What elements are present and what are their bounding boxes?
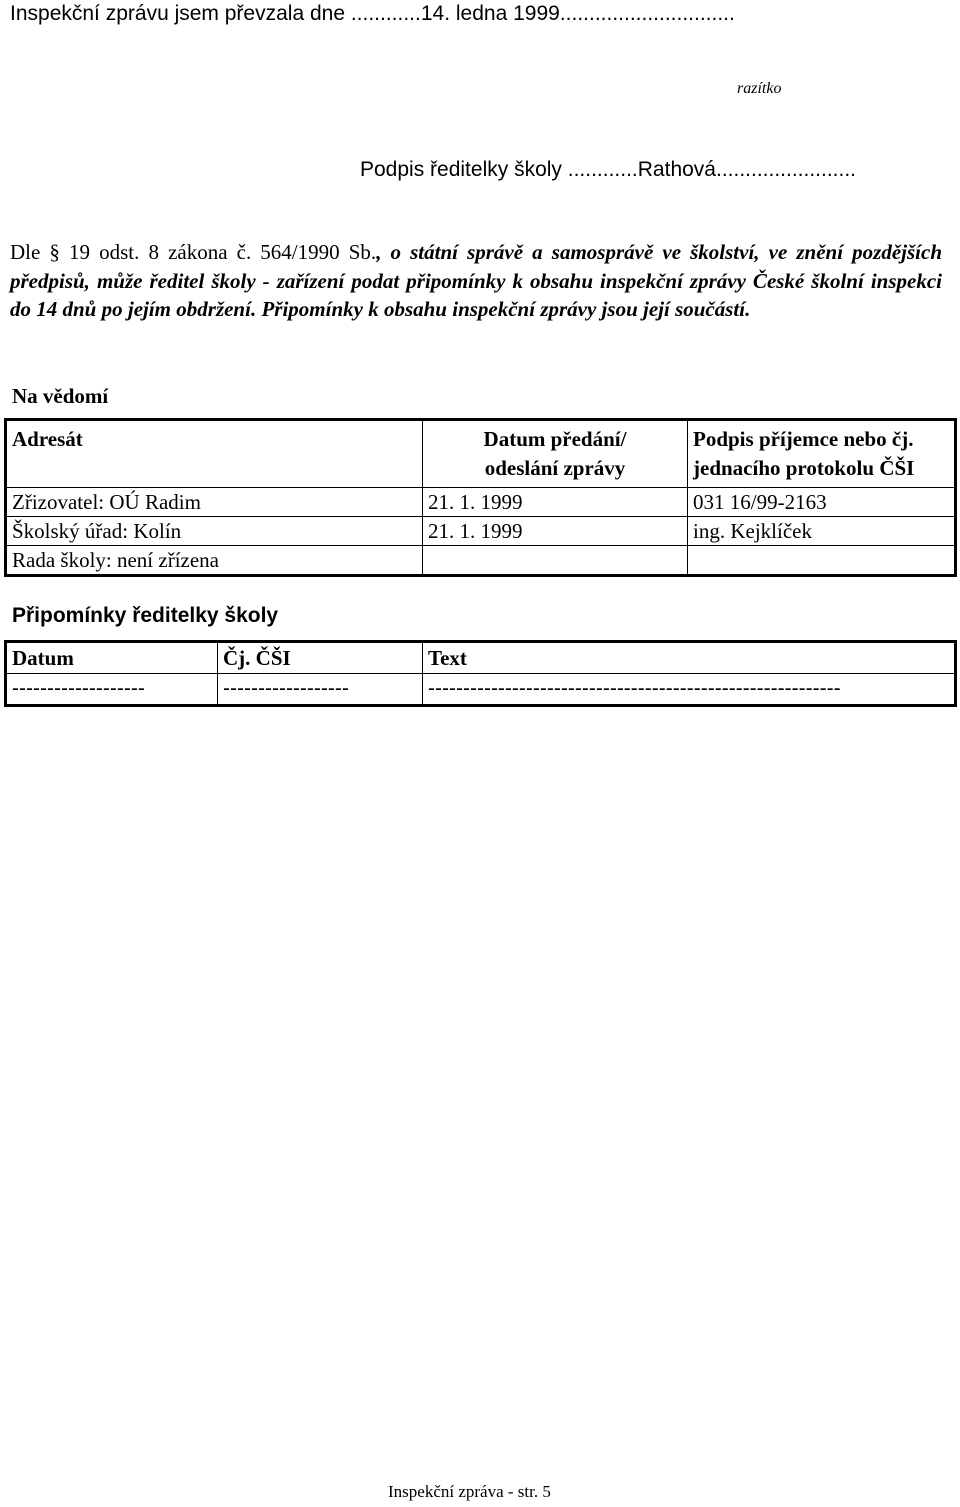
cell-recipient: Rada školy: není zřízena [6,546,423,576]
legal-body: , o státní správě a samosprávě ve školství, ve znění pozdějších předpisů, může ředitel školy - zařízení podat připomínky k obsahu inspekční zprávy České školní inspekci do 14 dnů po jejím obdržení. Připomínky k obsahu inspekční zprávy jsou její součástí. [10,240,942,321]
page-footer: Inspekční zpráva - str. 5 [388,1482,551,1501]
cell-signature: 031 16/99-2163 [688,488,956,517]
cell-text: ----------------------------------------------------------- [423,674,956,706]
comments-table [4,640,957,707]
section-title-na-vedomi: Na vědomí [12,384,109,408]
cell-date: 21. 1. 1999 [423,517,688,546]
legal-lead: Dle [10,240,50,264]
stamp-label: razítko [737,80,782,97]
table-row [6,546,956,576]
table-row [6,488,956,517]
col-header-recipient: Adresát [6,420,423,488]
director-signature-line: Podpis ředitelky školy ............Rathová........................ [360,158,857,181]
cell-signature: ing. Kejklíček [688,517,956,546]
col-header-date: Datum [6,642,218,674]
col-header-date: Datum předání/ odeslání zprávy [423,420,688,488]
col-header-ref: Čj. ČŠI [218,642,423,674]
cell-date: ------------------- [6,674,218,706]
table-row [6,517,956,546]
table-header-row [6,420,956,488]
cell-recipient: Školský úřad: Kolín [6,517,423,546]
cell-recipient: Zřizovatel: OÚ Radim [6,488,423,517]
legal-notice [10,238,942,324]
recipients-table [4,418,957,577]
col-header-signature: Podpis příjemce nebo čj. jednacího protokolu ČŠI [688,420,956,488]
legal-reference: 19 odst. 8 zákona č. 564/1990 Sb. [59,240,377,264]
section-mark: § [49,240,60,264]
cell-signature [688,546,956,576]
cell-ref: ------------------ [218,674,423,706]
cell-date [423,546,688,576]
col-header-text: Text [423,642,956,674]
cell-date: 21. 1. 1999 [423,488,688,517]
received-date-line: Inspekční zprávu jsem převzala dne ............14. ledna 1999.............................. [10,2,735,25]
table-row [6,674,956,706]
table-header-row [6,642,956,674]
section-title-comments: Připomínky ředitelky školy [12,604,279,627]
